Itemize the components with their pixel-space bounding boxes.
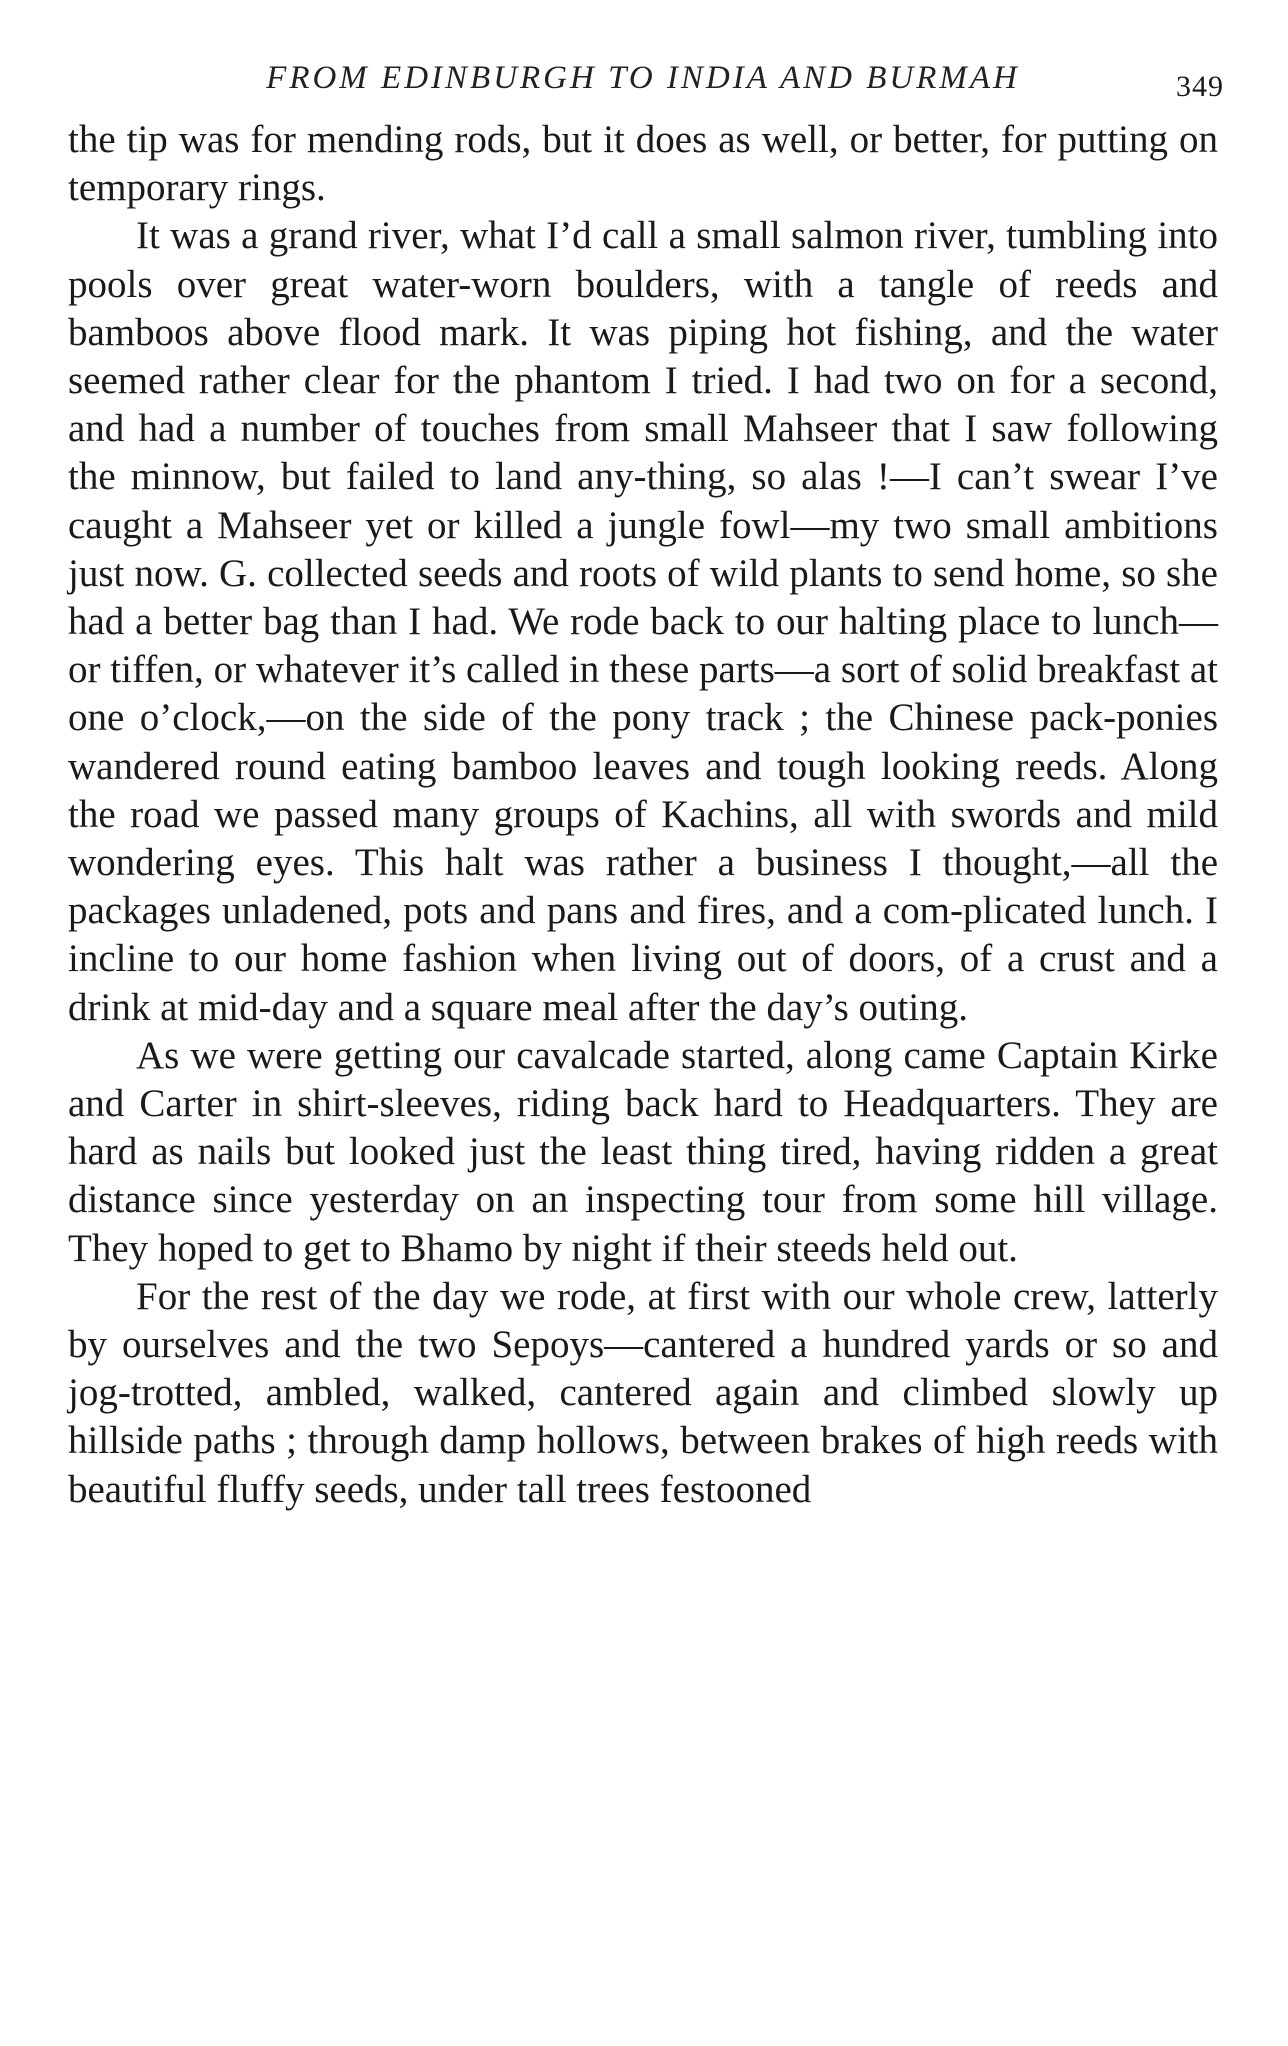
- running-title: FROM EDINBURGH TO INDIA AND BURMAH: [266, 60, 1020, 96]
- paragraph-continued: the tip was for mending rods, but it does as well, or better, for putting on temporary rings.: [68, 118, 1218, 210]
- running-head: [68, 60, 1224, 116]
- page-number: 349: [1176, 70, 1224, 103]
- book-page: [68, 60, 1224, 1514]
- paragraph-rest-of-day: For the rest of the day we rode, at first with our whole crew, latterly by ourselves and the two Sepoys—cantered a hundred yards or so and jog-trotted, ambled, walked, cantered again and climbed slowly up hillside paths ; through damp hollows, between brakes of high reeds with beautiful fluffy seeds, under tall trees festooned: [68, 1274, 1218, 1511]
- paragraph-cavalcade: As we were getting our cavalcade started, along came Captain Kirke and Carter in shirt-sleeves, riding back hard to Headquarters. They are hard as nails but looked just the least thing tired, having ridden a great distance since yesterday on an inspecting tour from some hill village. They hoped to get to Bhamo by night if their steeds held out.: [68, 1033, 1218, 1270]
- paragraph-river: It was a grand river, what I’d call a small salmon river, tumbling into pools over great water-worn boulders, with a tangle of reeds and bamboos above flood mark. It was piping hot fishing, and the water seemed rather clear for the phantom I tried. I had two on for a second, and had a number of touches from small Mahseer that I saw following the minnow, but failed to land any-thing, so alas !—I can’t swear I’ve caught a Mahseer yet or killed a jungle fowl—my two small ambitions just now. G. collected seeds and roots of wild plants to send home, so she had a better bag than I had. We rode back to our halting place to lunch—or tiffen, or whatever it’s called in these parts—a sort of solid breakfast at one o’clock,—on the side of the pony track ; the Chinese pack-ponies wandered round eating bamboo leaves and tough looking reeds. Along the road we passed many groups of Kachins, all with swords and mild wondering eyes. This halt was rather a business I thought,—all the packages unladened, pots and pans and fires, and a com-plicated lunch. I incline to our home fashion when living out of doors, of a crust and a drink at mid-day and a square meal after the day’s outing.: [68, 214, 1218, 1029]
- body-text: [68, 116, 1218, 1514]
